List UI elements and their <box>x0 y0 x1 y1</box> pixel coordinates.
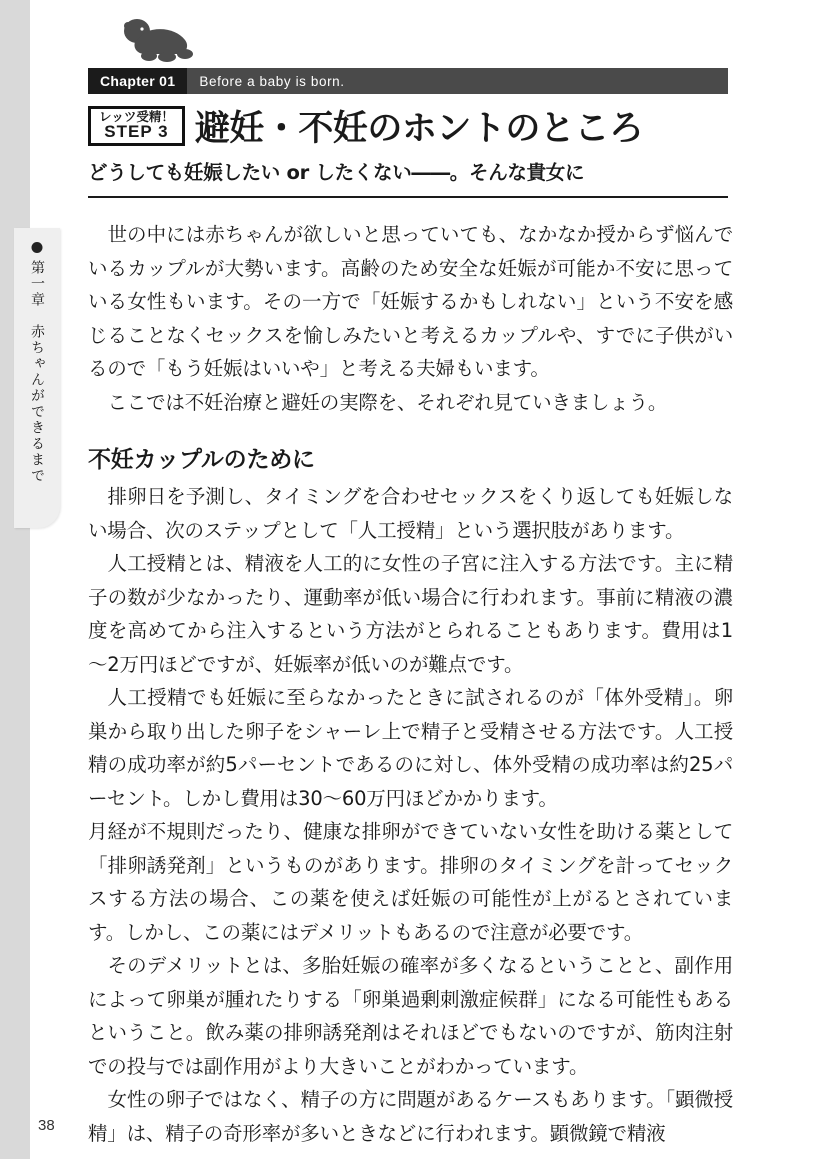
paragraph: ここでは不妊治療と避妊の実際を、それぞれ見ていきましょう。 <box>107 390 668 414</box>
chapter-tab-label: 第一章 赤ちゃんができるまで <box>29 260 45 484</box>
paragraph: 人工授精とは、精液を人工的に女性の子宮に注入する方法です。主に精子の数が少なかったり、運動率が低い場合に行われます。事前に精液の濃度を高めてから注入するという方法がとられることもあります。費用は1～2万円ほどですが、妊娠率が低いのが難点です。 <box>88 552 733 676</box>
page-title: 避妊・不妊のホントのところ <box>194 109 644 149</box>
paragraph: そのデメリットとは、多胎妊娠の確率が多くなるということと、副作用によって卵巣が腫れたりする「卵巣過剰刺激症候群」になる可能性もあるということ。飲み薬の排卵誘発剤はそれほどでもないのですが、筋肉注射での投与では副作用がより大きいことがわかっています。 <box>88 954 733 1078</box>
chapter-side-tab <box>14 228 60 528</box>
paragraph: 世の中には赤ちゃんが欲しいと思っていても、なかなか授からず悩んでいるカップルが大勢います。高齢のため安全な妊娠が可能か不安に思っている女性もいます。その一方で「妊娠するかもしれない」という不安を感じることなくセックスを愉しみたいと考えるカップルや、すでに子供がいるので「もう妊娠はいいや」と考える夫婦もいます。 <box>88 223 733 380</box>
paragraph: 排卵日を予測し、タイミングを合わせセックスをくり返しても妊娠しない場合、次のステップとして「人工授精」という選択肢があります。 <box>88 485 733 542</box>
title-row <box>88 100 728 152</box>
article-body <box>88 218 733 1150</box>
page-left-margin-bar <box>0 0 30 1159</box>
paragraph: 女性の卵子ではなく、精子の方に問題があるケースもあります。「顕微授精」は、精子の奇形率が多いときなどに行われます。顕微鏡で精液 <box>88 1088 733 1145</box>
chapter-number-label: Chapter 01 <box>88 68 187 94</box>
chapter-header-bar <box>88 68 728 94</box>
section-heading: 不妊カップルのために <box>88 447 315 473</box>
paragraph: 人工授精でも妊娠に至らなかったときに試されるのが「体外受精」。卵巣から取り出した卵子をシャーレ上で精子と受精させる方法です。人工授精の成功率が約5パーセントであるのに対し、体外受精の成功率は約25パーセント。しかし費用は30～60万円ほどかかります。 <box>88 686 733 810</box>
chapter-tab-dot-icon <box>32 242 43 253</box>
paragraph: 月経が不規則だったり、健康な排卵ができていない女性を助ける薬として「排卵誘発剤」というものがあります。排卵のタイミングを計ってセックスする方法の場合、この薬を使えば妊娠の可能性が上がるとされています。しかし、この薬にはデメリットもあるので注意が必要です。 <box>88 820 733 944</box>
baby-icon <box>115 16 197 64</box>
step-badge-step-label: STEP 3 <box>104 121 169 141</box>
step-badge-lets-label: レッツ受精！ <box>99 108 174 124</box>
header-divider <box>88 196 728 198</box>
page-subtitle: どうしても妊娠したい or したくない――。そんな貴女に <box>88 161 585 184</box>
step-badge <box>88 106 185 147</box>
page-number: 38 <box>38 1117 55 1134</box>
chapter-english-subtitle: Before a baby is born. <box>199 73 345 89</box>
